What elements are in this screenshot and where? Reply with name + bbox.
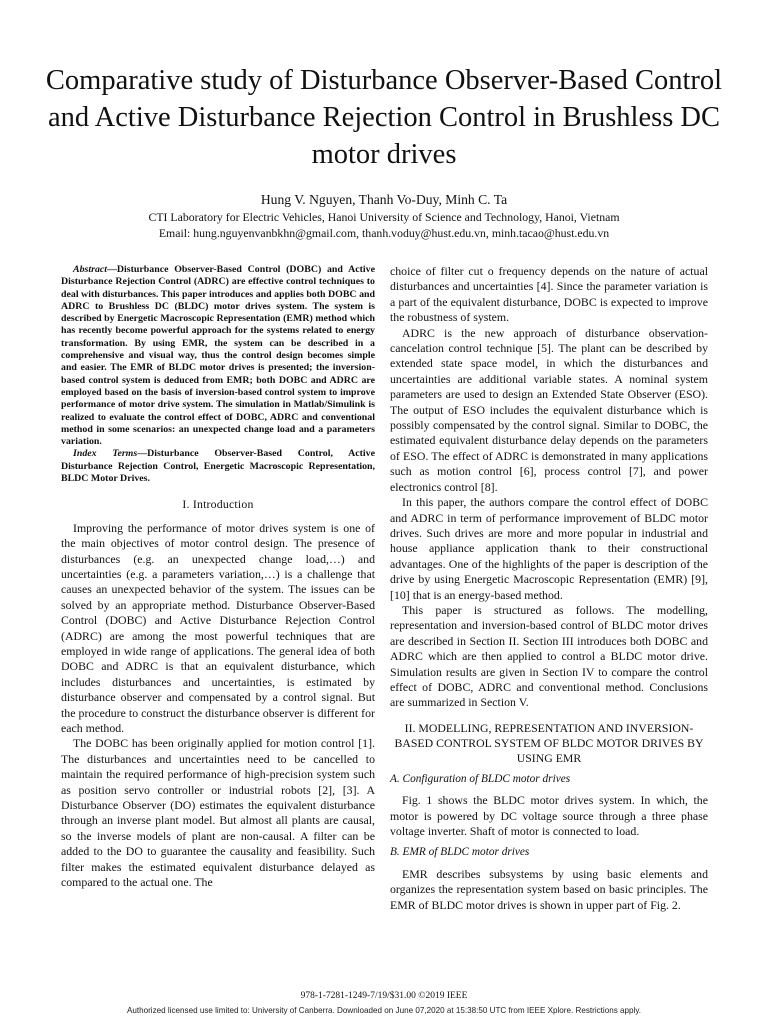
intro-paragraph-3: ADRC is the new approach of disturbance observation-cancelation control technique [5]. The plant can be described by extended state space model, in which the disturbances and uncertainties are additional variable states. A nominal system parameters are used to design an Extended State Observer (ESO). The output of ESO includes the equivalent disturbance which is possibly compensated by the control signal. Similar to DOBC, the estimated equivalent disturbance delay depends on the parameters of ESO. The effect of ADRC is demonstrated in many applications such as motion control [6], process control [7], and power electronics control [8]. — [390, 325, 708, 494]
configuration-paragraph: Fig. 1 shows the BLDC motor drives system. In which, the motor is powered by DC voltage source through a three phase voltage inverter. Shaft of motor is connected to load. — [390, 793, 708, 838]
index-terms-text: —Disturbance Observer-Based Control, Active Disturbance Rejection Control, Energetic Macroscopic Representation, BLDC Motor Drives. — [61, 448, 376, 485]
intro-paragraph-4: In this paper, the authors compare the control effect of DOBC and ADRC in term of performance improvement of BLDC motor drives. Such drives are more and more popular in industrial and house appliance application thank to their constructional advantages. One of the highlights of the paper is description of the drive by using Energetic Macroscopic Representation (EMR) [9], [10] that is an energy-based method. — [390, 495, 708, 602]
emr-paragraph: EMR describes subsystems by using basic elements and organizes the representation system based on basic principles. The EMR of BLDC motor drives is shown in upper part of Fig. 2. — [390, 866, 708, 912]
affiliation: CTI Laboratory for Electric Vehicles, Hanoi University of Science and Technology, Hanoi, Vietnam — [148, 210, 620, 224]
section-heading-introduction: I. Introduction — [182, 497, 254, 512]
left-column — [61, 264, 375, 891]
section-heading-modelling: II. MODELLING, REPRESENTATION AND INVERSION-BASED CONTROL SYSTEM OF BLDC MOTOR DRIVES BY USING EMR — [394, 720, 704, 765]
subsection-heading-emr: B. EMR of BLDC motor drives — [390, 846, 530, 859]
author-emails: Email: hung.nguyenvanbkhn@gmail.com, thanh.voduy@hust.edu.vn, minh.tacao@hust.edu.vn — [158, 226, 610, 240]
intro-paragraph-2: The DOBC has been originally applied for motion control [1]. The disturbances and uncertainties need to be cancelled to maintain the required performance of high-precision system such as position servo controller or industrial robots [2], [3]. A Disturbance Observer (DO) estimates the equivalent disturbance through an inverse plant model. But almost all plants are causal, so the inverse models of plant are non-causal. A filter can be added to the DO to guarantee the causality and feasibility. Such filter makes the estimated equivalent disturbance delayed as compared to the actual one. The — [61, 736, 375, 890]
index-terms-label: Index Terms — [73, 448, 138, 460]
abstract-text: —Disturbance Observer-Based Control (DOBC) and Active Disturbance Rejection Control (ADRC) are effective control techniques to deal with disturbances. This paper introduces and applies both DOBC and ADRC to Brushless DC (BLDC) motor drives system. The system is described by Energetic Macroscopic Representation (EMR) method which has recently become powerful approach for the systems related to energy transformation. By using EMR, the system can be described in a comprehensive and visual way, thus the control design becomes simple and easier. The EMR of BLDC motor drives is presented; the inversion-based control system is deduced from EMR; both DOBC and ADRC are employed based on the basis of inversion-based control system to improve performance of motor drive system. The simulation in Matlab/Simulink is realized to evaluate the control effect of DOBC, ADRC and conventional method in some scenarios: an unexpected change load and a parameters variation. — [61, 264, 375, 448]
author-list: Hung V. Nguyen, Thanh Vo-Duy, Minh C. Ta — [260, 192, 508, 207]
license-notice: Authorized licensed use limited to: University of Canberra. Downloaded on June 07,2020 at 15:38:50 UTC from IEEE Xplore. Restrictions apply. — [126, 1006, 642, 1015]
intro-paragraph-2-continued: choice of filter cut o frequency depends on the nature of actual disturbances and uncertainties [4]. Since the parameter variation is a part of the equivalent disturbance, DOBC is expected to improve the robustness of system. — [390, 264, 708, 325]
abstract — [61, 264, 375, 448]
abstract-label: Abstract — [73, 264, 108, 275]
right-column — [390, 264, 708, 913]
index-terms — [61, 448, 375, 485]
subsection-heading-configuration: A. Configuration of BLDC motor drives — [390, 772, 571, 785]
intro-paragraph-5: This paper is structured as follows. The modelling, representation and inversion-based control of BLDC motor drives are described in Section II. Section III introduces both DOBC and ADRC which are then applied to control a BLDC motor drive. Simulation results are given in Section IV to compare the control effect of DOBC, ADRC and conventional method. Conclusions are summarized in Section V. — [390, 602, 708, 710]
paper-title: Comparative study of Disturbance Observer-Based Control and Active Disturbance Rejection Control in Brushless DC motor drives — [45, 65, 723, 170]
copyright-footer: 978-1-7281-1249-7/19/$31.00 ©2019 IEEE — [300, 991, 468, 1001]
intro-paragraph-1: Improving the performance of motor drives system is one of the main objectives of motor control design. The presence of disturbances (e.g. an unexpected change load,…) and uncertainties (e.g. a parameters variation,…) is a challenge that causes an unexpected behavior of the system. The issues can be solved by an appropriate method. Disturbance Observer-Based Control (DOBC) and Active Disturbance Rejection Control (ADRC) are among the most powerful techniques that are employed in wide range of applications. The general idea of both DOBC and ADRC is that an equivalent disturbance, which includes disturbances and uncertainties, is estimated by disturbance observer and compensated by a control signal. But the procedure to construct the disturbance observer is different for each method. — [61, 520, 375, 736]
